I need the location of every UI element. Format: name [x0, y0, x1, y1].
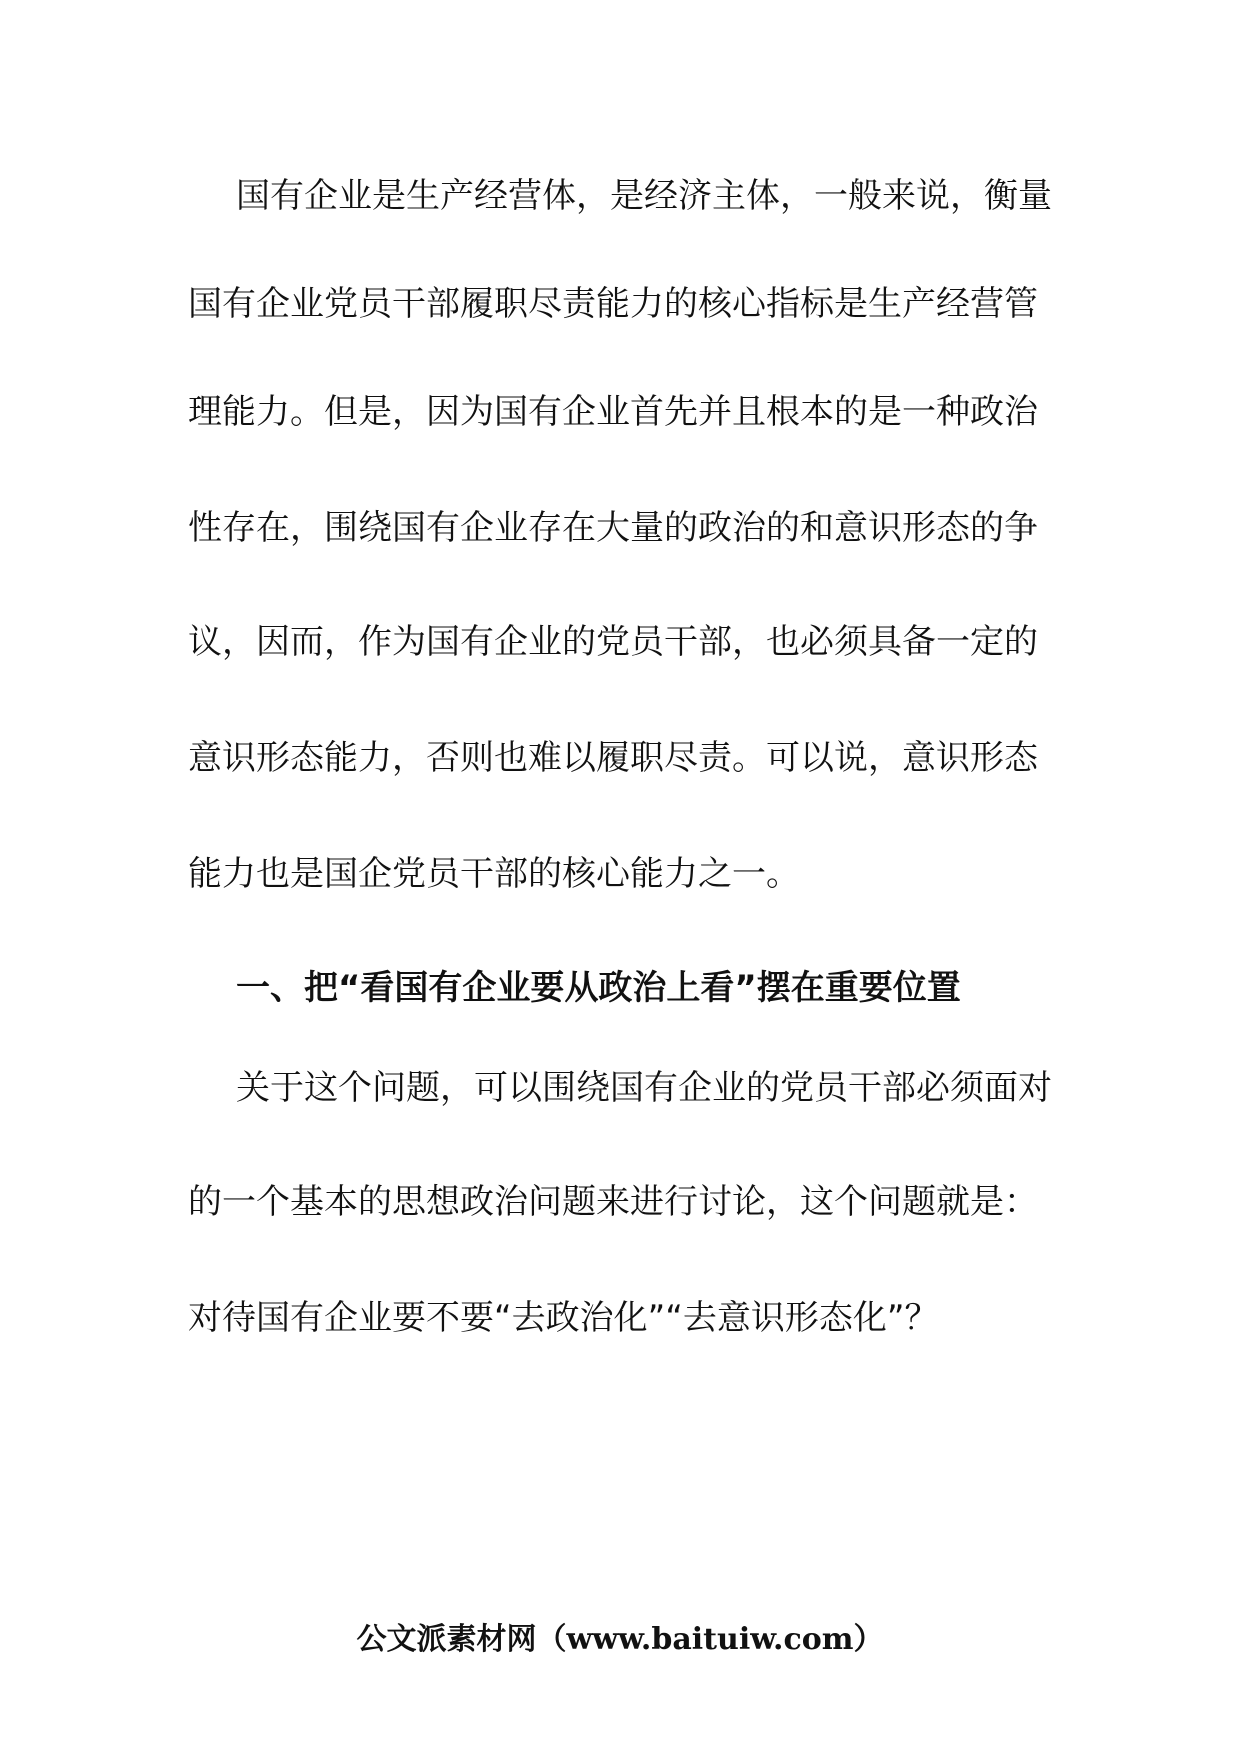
paragraph-line: 议，因而，作为国有企业的党员干部，也必须具备一定的: [188, 622, 1038, 662]
paragraph-line: 国有企业党员干部履职尽责能力的核心指标是生产经营管: [188, 284, 1038, 324]
paragraph-line: 性存在，围绕国有企业存在大量的政治的和意识形态的争: [188, 508, 1038, 548]
paragraph-line: 的一个基本的思想政治问题来进行讨论，这个问题就是：: [188, 1182, 1038, 1222]
paragraph-line: 关于这个问题，可以围绕国有企业的党员干部必须面对: [236, 1068, 1052, 1108]
paragraph-line: 理能力。但是，因为国有企业首先并且根本的是一种政治: [188, 392, 1038, 432]
section-heading: 一、把“看国有企业要从政治上看”摆在重要位置: [236, 968, 961, 1008]
paragraph-line: 能力也是国企党员干部的核心能力之一。: [188, 854, 800, 894]
footer-source: 公文派素材网（www.baituiw.com）: [356, 1622, 884, 1657]
paragraph-line: 意识形态能力，否则也难以履职尽责。可以说，意识形态: [188, 738, 1038, 778]
paragraph-line: 对待国有企业要不要“去政治化”“去意识形态化”？: [188, 1298, 939, 1338]
document-body: [188, 0, 1052, 1754]
paragraph-line: 国有企业是生产经营体，是经济主体，一般来说，衡量: [236, 176, 1052, 216]
